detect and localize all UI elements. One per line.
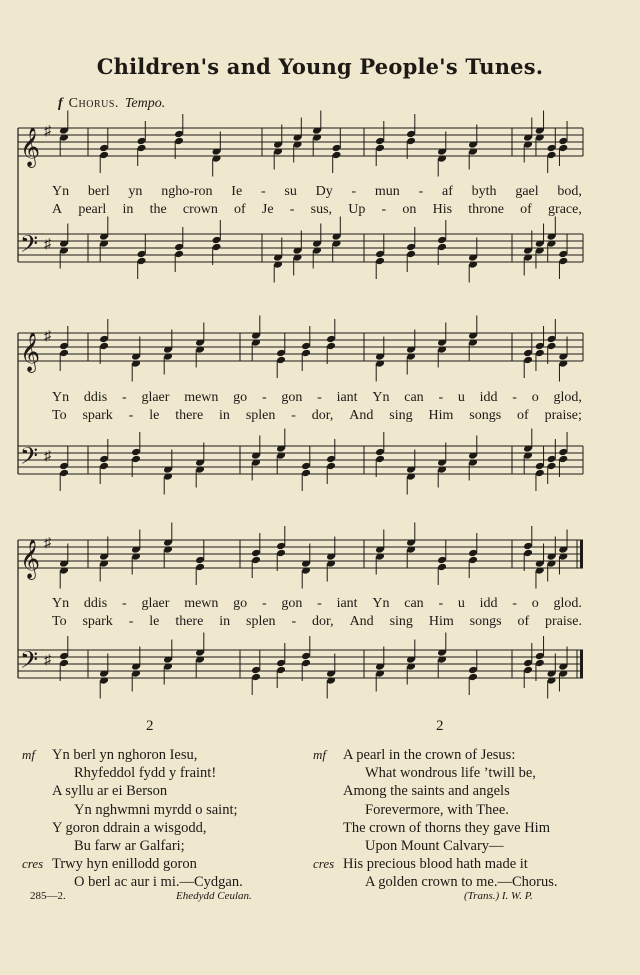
lyric-syllable: there [175,614,204,629]
lyric-syllable: glod. [553,596,582,611]
lyric-syllable: - [438,390,444,405]
lyric-syllable: of [234,202,246,217]
sharp-icon: ♯ [44,329,51,344]
lyric-syllable: - [291,408,296,423]
lyric-syllable: spark [82,408,113,423]
lyric-syllable: of [517,614,530,629]
lyric-syllable: crown [182,202,218,217]
sharp-icon: ♯ [44,124,51,139]
lyric-syllable: - [128,408,134,423]
lyric-syllable: in [122,202,134,217]
lyrics-system-1-english [52,202,582,218]
lyric-syllable: - [261,390,267,405]
lyric-syllable: And [349,408,374,423]
verse-text: Trwy hyn enillodd goron [52,856,197,873]
verse-text: O berl ac aur i mi.—Cydgan. [74,874,243,891]
lyric-syllable: iant [336,390,358,405]
lyric-syllable: le [149,408,160,423]
treble-clef-icon: 𝄞 [20,539,41,579]
verse-line [52,873,243,891]
verse-text: His precious blood hath made it [343,856,528,873]
lyric-syllable: glod, [553,390,582,405]
tempo-label: Tempo. [124,96,166,111]
lyric-syllable: af [442,184,453,199]
verse-english [313,746,558,892]
verse-line [52,801,243,819]
lyric-syllable: idd [479,596,498,611]
verse-line [343,801,558,819]
lyric-syllable: Him [428,614,454,629]
lyric-syllable: - [512,596,517,611]
lyric-syllable: can [404,390,424,405]
lyric-syllable: in [219,408,230,423]
lyric-syllable: of [520,202,532,217]
verse-line [343,819,558,837]
page-reference: 285—2. [30,890,66,902]
lyric-syllable: glaer [141,390,170,405]
lyric-syllable: byth [471,184,497,199]
lyric-syllable: praise. [545,614,582,629]
lyric-syllable: To [52,614,67,629]
translator-name: (Trans.) I. W. P. [464,890,533,902]
verse-line [22,746,243,764]
sharp-icon: ♯ [44,536,51,551]
lyric-syllable: splen [246,614,276,629]
lyric-syllable: splen [245,408,276,423]
lyric-syllable: u [457,390,465,405]
verse-line [343,782,558,800]
page-title: Children's and Young People's Tunes. [96,54,544,79]
lyric-syllable: berl [87,184,110,199]
verse-text: A pearl in the crown of Jesus: [343,747,516,763]
expression-mark: cres [313,856,335,872]
lyric-syllable: ddis [83,390,108,405]
verse-text: A syllu ar ei Berson [52,783,168,800]
lyric-syllable: songs [469,614,502,629]
sharp-icon: ♯ [44,449,51,464]
lyric-syllable: le [149,614,160,629]
verse-line [52,764,243,782]
chorus-label: Chorus. [68,96,119,111]
lyric-syllable: Yn [52,390,70,405]
lyric-syllable: Up [348,202,366,217]
lyric-syllable: Yn [52,596,70,611]
verse-welsh [22,746,243,892]
lyric-syllable: To [52,408,67,423]
verse-line [343,873,558,891]
lyric-syllable: - [291,614,297,629]
lyric-syllable: - [289,202,295,217]
lyric-syllable: iant [336,596,358,611]
verse-text: What wondrous life ’twill be, [365,765,536,782]
verse-line [52,782,243,800]
verse-text: Upon Mount Calvary— [365,838,504,855]
treble-clef-icon: 𝄞 [20,127,41,167]
lyric-syllable: gon [281,390,303,405]
verse-line [313,855,558,873]
lyric-syllable: mewn [184,390,219,405]
lyric-syllable: - [122,596,127,611]
lyric-syllable: And [349,614,374,629]
lyric-syllable: - [128,614,134,629]
verse-text: Forevermore, with Thee. [365,801,509,818]
sharp-icon: ♯ [44,237,51,252]
lyric-syllable: spark [82,614,113,629]
verse-line [52,819,243,837]
lyric-syllable: - [418,184,424,199]
lyrics-system-1-welsh [52,184,582,200]
verse-text: A golden crown to me.—Chorus. [365,874,558,891]
lyrics-system-3-english [52,614,582,630]
lyric-syllable: o [531,596,539,611]
expression-mark: mf [313,747,326,762]
lyric-syllable: dor, [312,614,334,629]
verse-text: Among the saints and angels [343,783,510,800]
lyric-syllable: glaer [141,596,170,611]
lyric-syllable: praise; [544,408,582,423]
lyric-syllable: the [149,202,167,217]
treble-clef-icon: 𝄞 [20,332,41,372]
lyric-syllable: sing [389,614,413,629]
lyric-syllable: bod, [557,184,582,199]
lyric-syllable: - [122,390,127,405]
lyrics-system-2-english [52,408,582,424]
verse-text: Rhyfeddol fydd y fraint! [74,765,217,782]
lyric-syllable: Ie [231,184,243,199]
lyric-syllable: His [432,202,453,217]
lyric-syllable: - [381,202,387,217]
verse-text: Bu farw ar Galfari; [74,838,185,855]
verse-number-english: 2 [436,718,444,734]
lyric-syllable: - [351,184,357,199]
lyric-syllable: - [438,596,444,611]
lyric-syllable: there [175,408,204,423]
lyric-syllable: dor, [311,408,334,423]
lyric-syllable: - [261,596,267,611]
lyric-syllable: gael [515,184,539,199]
lyric-syllable: yn [128,184,143,199]
lyric-syllable: sus, [310,202,333,217]
verse-line [343,837,558,855]
lyric-syllable: songs [469,408,502,423]
lyric-syllable: Yn [372,390,390,405]
lyric-syllable: gon [281,596,303,611]
lyric-syllable: u [457,596,465,611]
lyric-syllable: throne [468,202,504,217]
final-barline [580,540,583,568]
verse-number-welsh: 2 [146,718,154,734]
expression-mark: cres [22,856,44,872]
lyric-syllable: o [531,390,539,405]
verse-text: Yn nghwmni myrdd o saint; [74,801,238,818]
lyric-syllable: can [404,596,424,611]
verse-text: The crown of thorns they gave Him [343,819,550,836]
lyric-syllable: mewn [184,596,219,611]
lyric-syllable: Dy [315,184,333,199]
lyric-syllable: Yn [372,596,390,611]
bass-clef-icon: 𝄢 [20,442,39,475]
verse-line [52,837,243,855]
lyric-syllable: - [512,390,517,405]
welsh-author [176,890,252,902]
lyric-syllable: mun [374,184,400,199]
translator-credit [464,890,533,902]
lyric-syllable: ngho-ron [161,184,213,199]
final-barline [580,650,583,678]
lyric-syllable: ddis [83,596,108,611]
verse-text: Yn berl yn nghoron Iesu, [52,747,198,763]
expression-mark: mf [22,747,35,762]
verse-text: Y goron ddrain a wisgodd, [52,819,207,836]
lyric-syllable: - [317,596,322,611]
bass-clef-icon: 𝄢 [20,230,39,263]
lyrics-system-2-welsh [52,390,582,406]
lyric-syllable: sing [389,408,413,423]
lyric-syllable: on [402,202,417,217]
lyric-syllable: in [219,614,231,629]
lyric-syllable: A [52,202,63,217]
bass-clef-icon: 𝄢 [20,646,39,679]
lyric-syllable: su [284,184,297,199]
verse-line [343,764,558,782]
lyric-syllable: Him [428,408,454,423]
sharp-icon: ♯ [44,653,51,668]
lyric-syllable: go [233,596,248,611]
lyric-syllable: pearl [78,202,107,217]
lyrics-system-3-welsh [52,596,582,612]
verse-line [313,746,558,764]
lyric-syllable: grace, [548,202,582,217]
lyric-syllable: Yn [52,184,70,199]
welsh-author-name: Ehedydd Ceulan. [176,890,252,902]
dynamic-marking: f [58,96,63,111]
verse-line [22,855,243,873]
lyric-syllable: go [233,390,248,405]
lyric-syllable: of [517,408,529,423]
lyric-syllable: - [260,184,266,199]
lyric-syllable: idd [479,390,498,405]
lyric-syllable: Je [261,202,274,217]
lyric-syllable: - [317,390,322,405]
